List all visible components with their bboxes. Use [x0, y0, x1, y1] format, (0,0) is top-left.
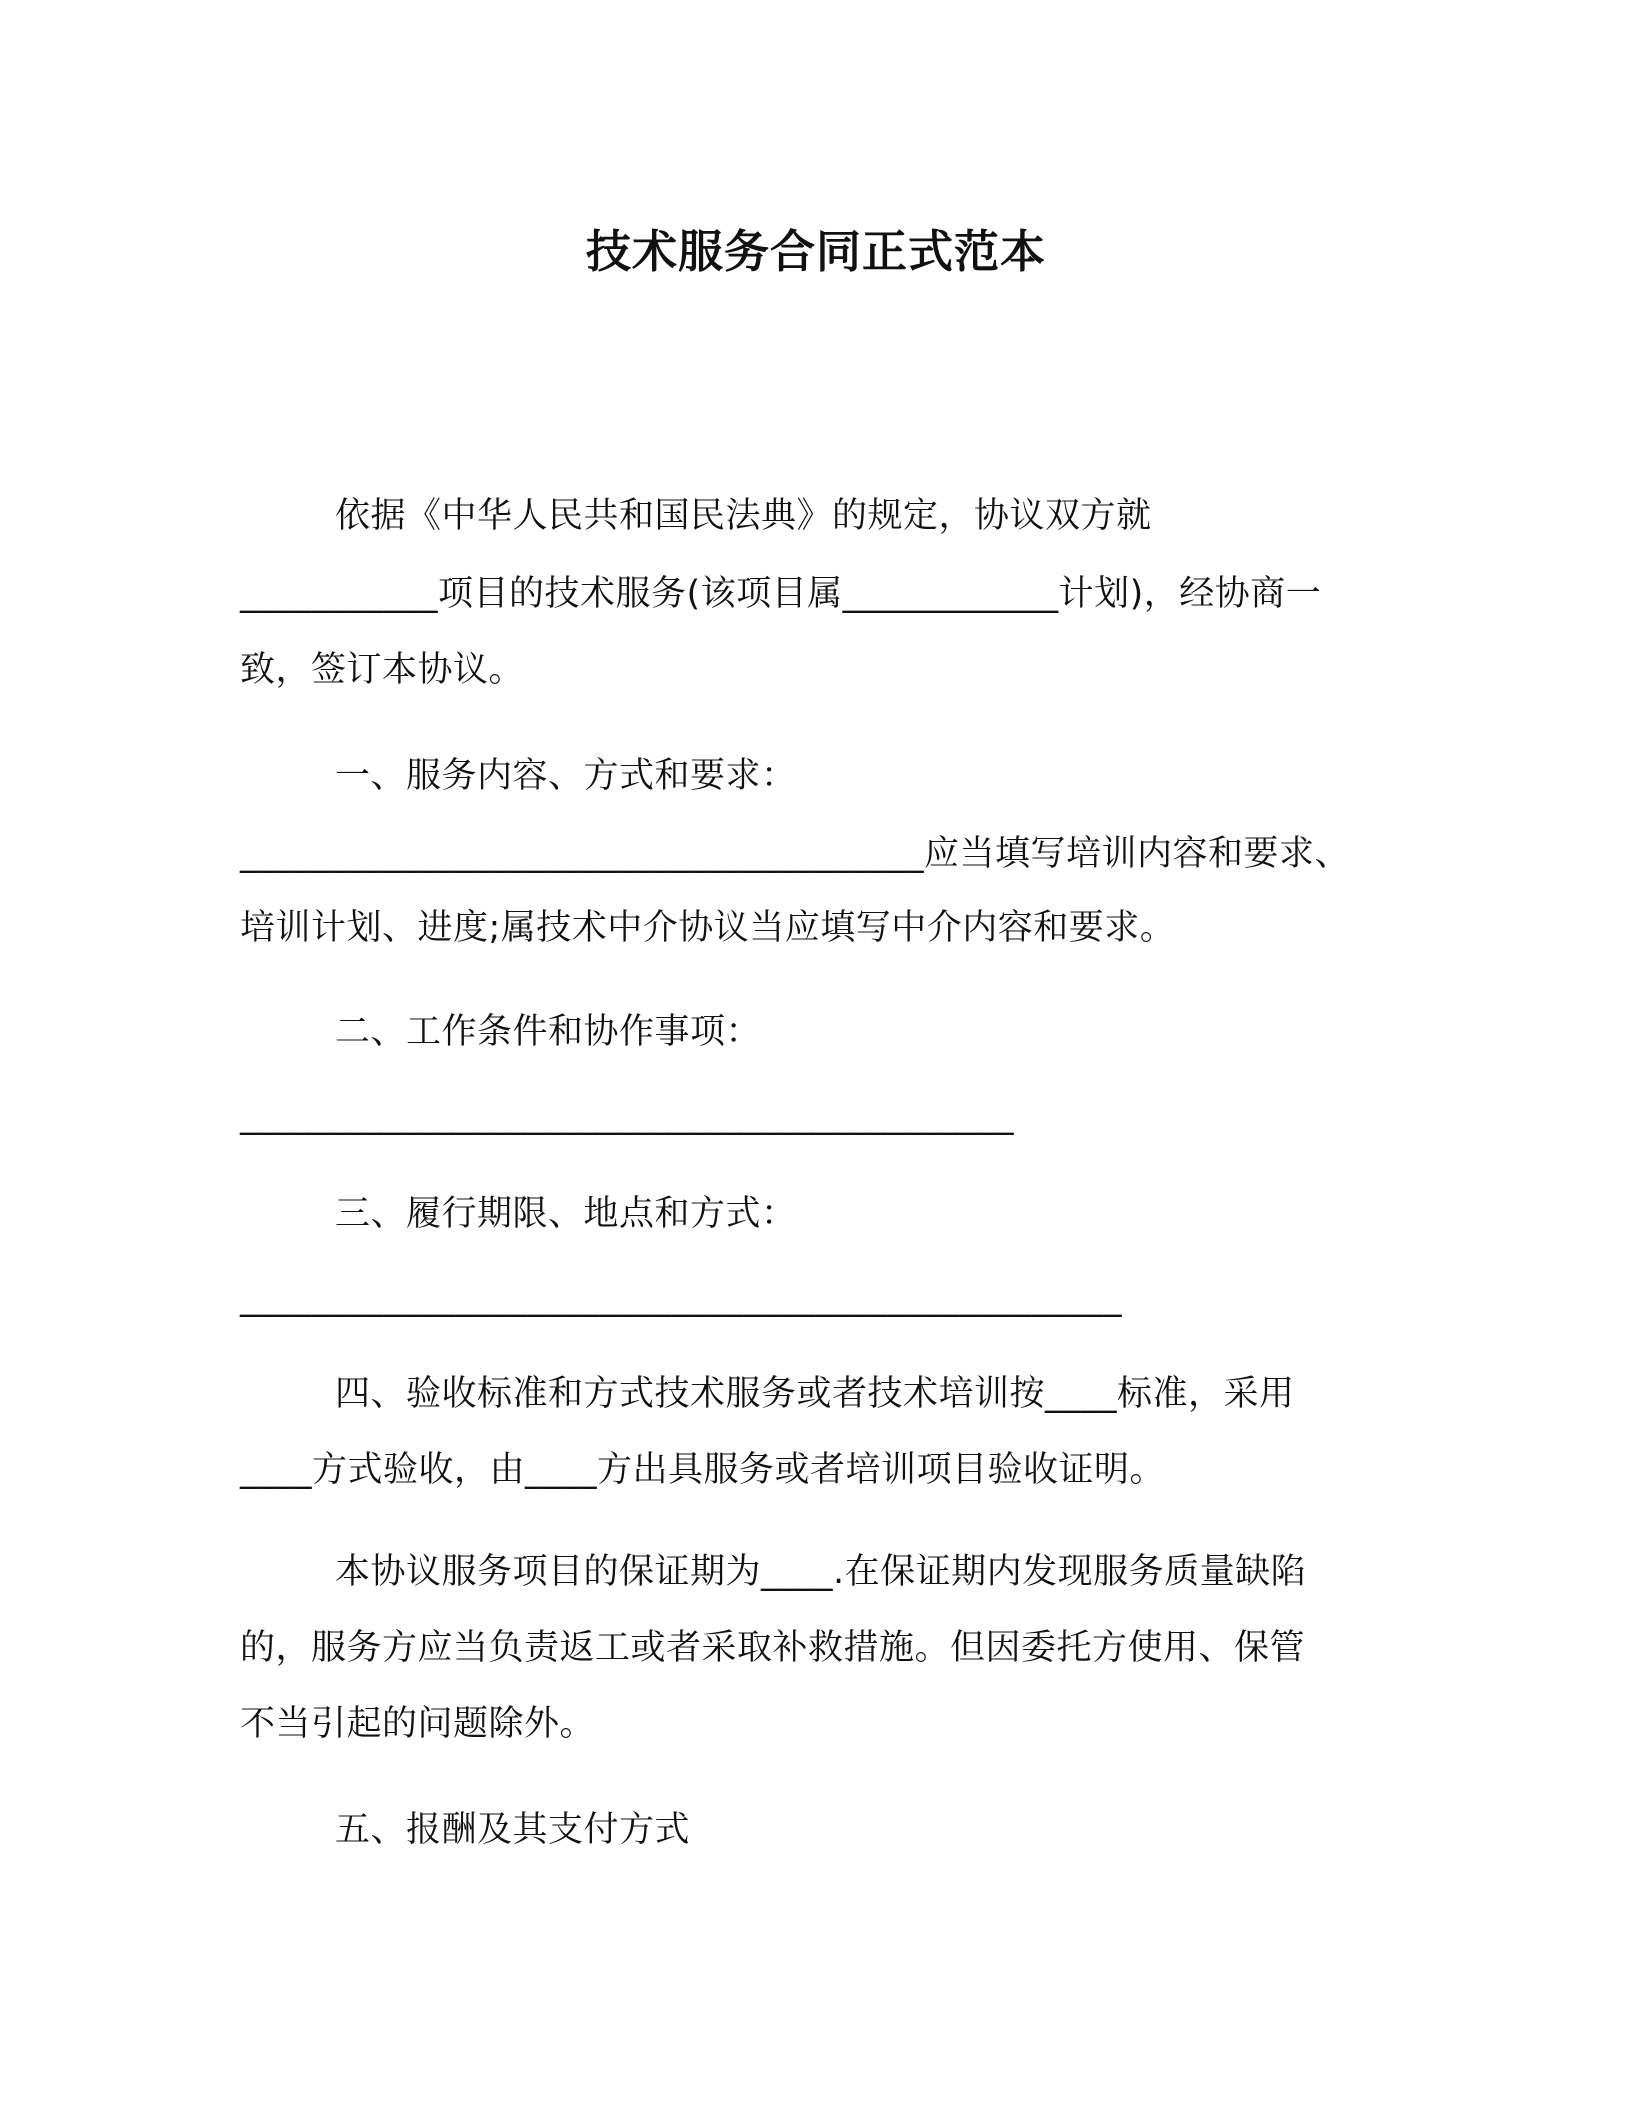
- section-heading: 三、履行期限、地点和方式：: [335, 1194, 797, 1234]
- paragraph-line: ___________项目的技术服务(该项目属____________计划)，经协商一: [240, 574, 1322, 614]
- section-heading: 二、工作条件和协作事项：: [335, 1012, 762, 1052]
- paragraph-line: 不当引起的问题除外。: [240, 1704, 596, 1744]
- paragraph-line: 本协议服务项目的保证期为____.在保证期内发现服务质量缺陷: [335, 1552, 1307, 1592]
- document-title: 技术服务合同正式范本: [585, 225, 1046, 278]
- paragraph-line: ______________________________________应当填写培训内容和要求、: [240, 834, 1351, 874]
- blank-fill-line: ___________________________________________: [240, 1096, 1014, 1136]
- paragraph-line: 致，签订本协议。: [240, 650, 525, 690]
- paragraph-line: ____方式验收，由____方出具服务或者培训项目验收证明。: [240, 1450, 1166, 1490]
- section-heading: 一、服务内容、方式和要求：: [335, 756, 797, 796]
- paragraph-line: 依据《中华人民共和国民法典》的规定，协议双方就: [335, 496, 1152, 536]
- paragraph-line: 培训计划、进度;属技术中介协议当应填写中介内容和要求。: [240, 908, 1176, 948]
- section-heading: 五、报酬及其支付方式: [335, 1810, 691, 1850]
- paragraph-line: 的，服务方应当负责返工或者采取补救措施。但因委托方使用、保管: [240, 1628, 1306, 1668]
- blank-fill-line: _________________________________________________: [240, 1278, 1122, 1318]
- section-heading: 四、验收标准和方式技术服务或者技术培训按____标准，采用: [335, 1374, 1295, 1414]
